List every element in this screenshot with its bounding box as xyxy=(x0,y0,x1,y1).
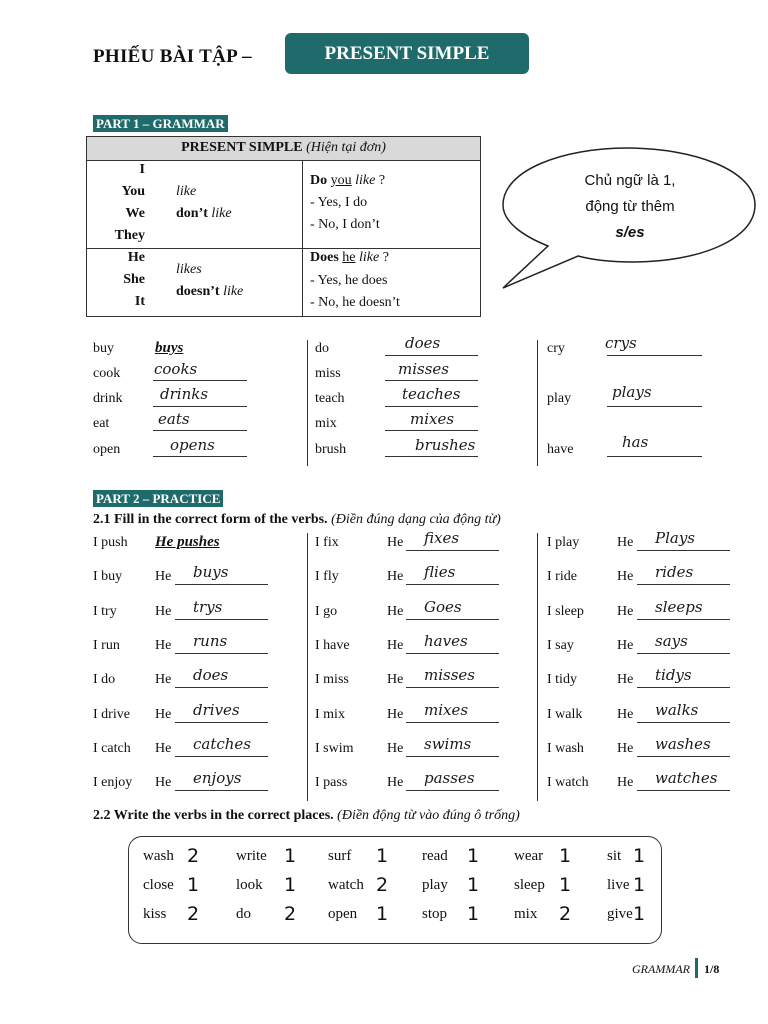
base-verb: have xyxy=(547,442,574,457)
affirmative-form: like xyxy=(176,184,197,199)
box-verb: look xyxy=(236,877,263,893)
subject-verb: I do xyxy=(93,672,116,688)
subject-he: He xyxy=(155,603,172,619)
handwritten-answer: misses xyxy=(424,666,475,685)
handwritten-answer: washes xyxy=(655,734,711,753)
handwritten-number: 1 xyxy=(284,845,297,867)
worksheet-title: PHIẾU BÀI TẬP – xyxy=(93,46,252,67)
box-verb: play xyxy=(422,877,448,893)
handwritten-answer: says xyxy=(655,631,688,650)
subject-verb: I swim xyxy=(315,740,354,756)
instruction-2-1: 2.1 Fill in the correct form of the verbs. (Điền đúng dạng của động từ) xyxy=(93,512,501,527)
part1-heading: PART 1 – GRAMMAR xyxy=(93,115,228,132)
box-verb: live xyxy=(607,877,630,893)
base-verb: teach xyxy=(315,391,345,406)
handwritten-number: 1 xyxy=(376,845,389,867)
pronoun: She xyxy=(123,272,145,287)
subject-he: He xyxy=(155,706,172,722)
short-answer-yes: - Yes, he does xyxy=(310,273,388,288)
subject-he: He xyxy=(387,740,404,756)
bubble-text xyxy=(530,168,730,246)
pronoun: They xyxy=(114,228,145,243)
base-verb: eat xyxy=(93,416,110,431)
handwritten-answer: buys xyxy=(193,563,229,582)
base-verb: do xyxy=(315,341,329,356)
handwritten-number: 1 xyxy=(633,845,646,867)
verb-box xyxy=(128,836,662,944)
box-verb: open xyxy=(328,906,358,922)
handwritten-number: 1 xyxy=(284,874,297,896)
subject-he: He xyxy=(387,603,404,619)
handwritten-number: 1 xyxy=(467,903,480,925)
handwritten-number: 2 xyxy=(187,845,200,867)
subject-verb: I fly xyxy=(315,569,339,585)
pronoun: It xyxy=(134,294,145,309)
handwritten-answer: walks xyxy=(655,700,699,719)
subject-verb: I walk xyxy=(547,706,583,722)
subject-he: He xyxy=(155,740,172,756)
pronoun: He xyxy=(127,250,145,265)
handwritten-answer: cooks xyxy=(154,360,198,378)
grammar-table xyxy=(86,136,481,317)
box-verb: close xyxy=(143,877,174,893)
base-verb: brush xyxy=(315,442,347,457)
subject-verb: I push xyxy=(93,535,128,550)
handwritten-number: 2 xyxy=(376,874,389,896)
subject-he: He xyxy=(387,706,404,722)
handwritten-answer: rides xyxy=(655,563,694,582)
handwritten-answer: brushes xyxy=(415,436,476,454)
table-title: PRESENT SIMPLE xyxy=(181,140,303,155)
subject-he: He xyxy=(617,775,634,791)
subject-he: He xyxy=(617,535,634,550)
base-verb: cook xyxy=(93,366,121,381)
handwritten-answer: trys xyxy=(193,597,223,616)
handwritten-number: 1 xyxy=(467,845,480,867)
instruction-2-2: 2.2 Write the verbs in the correct places. (Điền động từ vào đúng ô trống) xyxy=(93,808,520,823)
handwritten-answer: runs xyxy=(193,631,228,650)
box-verb: sleep xyxy=(514,877,545,893)
handwritten-answer: enjoys xyxy=(193,769,242,788)
handwritten-answer: has xyxy=(622,433,649,451)
model-answer: buys xyxy=(155,340,184,356)
base-verb: mix xyxy=(315,416,337,431)
box-verb: wash xyxy=(143,848,174,864)
negative-form: don’t like xyxy=(176,206,232,221)
box-verb: read xyxy=(422,848,448,864)
negative-form: doesn’t like xyxy=(176,284,244,299)
handwritten-answer: catches xyxy=(193,734,252,753)
handwritten-number: 1 xyxy=(633,874,646,896)
subject-he: He xyxy=(155,637,172,653)
question-form: Does he like ? xyxy=(310,250,389,265)
subject-verb: I say xyxy=(547,637,574,653)
subject-he: He xyxy=(155,672,172,688)
handwritten-answer: crys xyxy=(605,334,637,352)
footer-divider xyxy=(695,958,698,978)
handwritten-answer: tidys xyxy=(655,666,692,685)
subject-verb: I catch xyxy=(93,740,131,756)
subject-he: He xyxy=(155,775,172,791)
subject-verb: I buy xyxy=(93,569,123,585)
box-verb: surf xyxy=(328,848,352,864)
handwritten-answer: passes xyxy=(424,769,475,788)
handwritten-answer: eats xyxy=(158,410,190,428)
topic-badge: PRESENT SIMPLE xyxy=(285,33,529,74)
pronoun: I xyxy=(139,162,145,177)
subject-he: He xyxy=(617,603,634,619)
subject-he: He xyxy=(617,740,634,756)
subject-verb: I run xyxy=(93,637,120,653)
handwritten-number: 1 xyxy=(376,903,389,925)
handwritten-answer: opens xyxy=(170,436,215,454)
box-verb: watch xyxy=(328,877,364,893)
subject-verb: I tidy xyxy=(547,672,577,688)
subject-verb: I try xyxy=(93,603,117,619)
subject-he: He xyxy=(617,672,634,688)
handwritten-answer: Goes xyxy=(424,597,462,616)
footer-label: GRAMMAR xyxy=(632,962,690,976)
short-answer-no: - No, I don’t xyxy=(310,217,380,232)
bubble-line: Chủ ngữ là 1, xyxy=(584,172,676,189)
box-verb: do xyxy=(236,906,251,922)
subject-verb: I ride xyxy=(547,569,577,585)
subject-verb: I enjoy xyxy=(93,775,133,791)
subject-he: He xyxy=(617,637,634,653)
subject-verb: I play xyxy=(547,535,580,550)
handwritten-number: 2 xyxy=(284,903,297,925)
subject-he: He xyxy=(617,706,634,722)
handwritten-number: 1 xyxy=(559,845,572,867)
handwritten-answer: sleeps xyxy=(655,597,703,616)
subject-he: He xyxy=(387,775,404,791)
base-verb: buy xyxy=(93,341,114,356)
handwritten-answer: does xyxy=(405,334,441,352)
pronoun: You xyxy=(121,184,145,199)
subject-verb: I wash xyxy=(547,740,584,756)
handwritten-number: 1 xyxy=(467,874,480,896)
subject-he: He xyxy=(387,569,404,585)
bubble-line: động từ thêm xyxy=(585,198,675,215)
table-title-vn: (Hiện tại đơn) xyxy=(306,140,386,155)
subject-he: He xyxy=(387,637,404,653)
base-verb: drink xyxy=(93,391,123,406)
handwritten-answer: haves xyxy=(424,631,468,650)
box-verb: write xyxy=(236,848,267,864)
handwritten-answer: plays xyxy=(612,383,652,401)
box-verb: sit xyxy=(607,848,622,864)
handwritten-answer: drinks xyxy=(160,385,209,403)
subject-verb: I miss xyxy=(315,672,349,688)
subject-he: He xyxy=(387,672,404,688)
handwritten-answer: mixes xyxy=(424,700,469,719)
handwritten-answer: mixes xyxy=(410,410,455,428)
handwritten-number: 1 xyxy=(633,903,646,925)
box-verb: wear xyxy=(514,848,544,864)
question-form: Do you like ? xyxy=(310,173,386,188)
pronoun: We xyxy=(125,206,145,221)
base-verb: miss xyxy=(315,366,341,381)
model-answer: He pushes xyxy=(155,534,220,550)
handwritten-answer: drives xyxy=(193,700,240,719)
subject-he: He xyxy=(155,569,172,585)
subject-verb: I sleep xyxy=(547,603,584,619)
handwritten-number: 2 xyxy=(187,903,200,925)
handwritten-answer: swims xyxy=(424,734,472,753)
handwritten-number: 2 xyxy=(559,903,572,925)
subject-verb: I pass xyxy=(315,775,348,791)
grammar-table-header xyxy=(87,137,480,161)
base-verb: play xyxy=(547,391,572,406)
handwritten-answer: misses xyxy=(398,360,449,378)
subject-verb: I go xyxy=(315,603,338,619)
subject-verb: I watch xyxy=(547,775,589,791)
subject-verb: I drive xyxy=(93,706,130,722)
box-verb: kiss xyxy=(143,906,167,922)
affirmative-form: likes xyxy=(176,262,202,277)
base-verb: open xyxy=(93,442,121,457)
subject-he: He xyxy=(617,569,634,585)
short-answer-no: - No, he doesn’t xyxy=(310,295,400,310)
subject-verb: I have xyxy=(315,637,350,653)
box-verb: mix xyxy=(514,906,538,922)
page-number: 1/8 xyxy=(704,962,720,976)
handwritten-answer: teaches xyxy=(402,385,461,403)
handwritten-answer: fixes xyxy=(424,529,460,547)
handwritten-number: 1 xyxy=(187,874,200,896)
part2-heading: PART 2 – PRACTICE xyxy=(93,490,223,507)
handwritten-answer: flies xyxy=(424,563,456,582)
subject-he: He xyxy=(387,535,404,550)
subject-verb: I fix xyxy=(315,535,339,550)
bubble-line: s/es xyxy=(615,224,645,241)
handwritten-answer: watches xyxy=(655,769,718,788)
handwritten-answer: Plays xyxy=(655,529,696,547)
subject-verb: I mix xyxy=(315,706,345,722)
box-verb: stop xyxy=(422,906,448,922)
short-answer-yes: - Yes, I do xyxy=(310,195,368,210)
box-verb: give xyxy=(607,906,633,922)
handwritten-answer: does xyxy=(193,666,229,685)
handwritten-number: 1 xyxy=(559,874,572,896)
base-verb: cry xyxy=(547,341,565,356)
